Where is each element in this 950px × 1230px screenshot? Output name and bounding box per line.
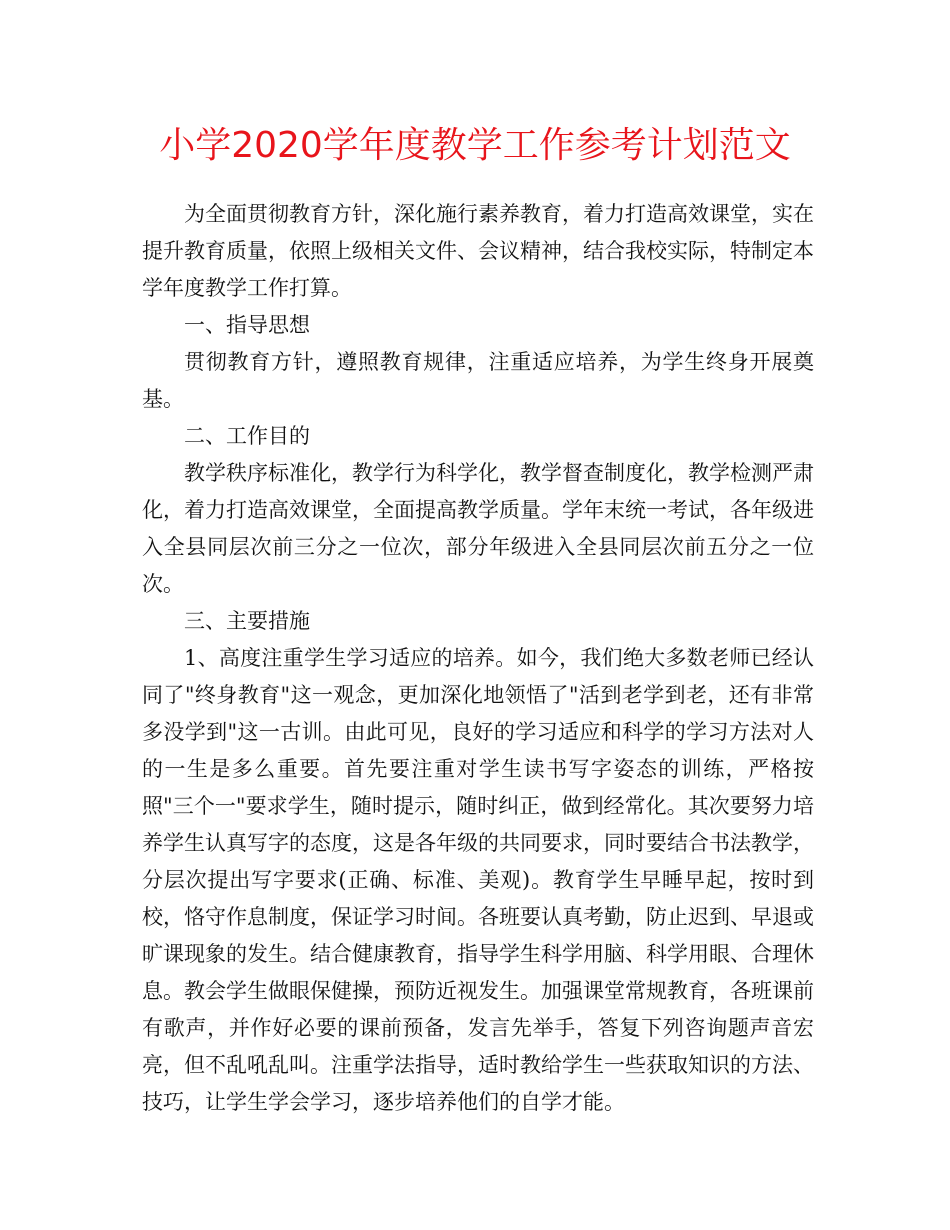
work-goals-paragraph: 教学秩序标准化，教学行为科学化，教学督查制度化，教学检测严肃化，着力打造高效课堂，全面提高教学质量。学年末统一考试，各年级进入全县同层次前三分之一位次，部分年级进入全县同层次前五分之一位次。 — [142, 461, 814, 596]
section-heading-work-goals: 二、工作目的 — [184, 424, 310, 448]
section-heading-main-measures: 三、主要措施 — [184, 609, 310, 633]
main-measures-paragraph-1: 1、高度注重学生学习适应的培养。如今，我们绝大多数老师已经认同了"终身教育"这一观念，更加深化地领悟了"活到老学到老，还有非常多没学到"这一古训。由此可见，良好的学习适应和科学的学习方法对人的一生是多么重要。首先要注重对学生读书写字姿态的训练，严格按照"三个一"要求学生，随时提示，随时纠正，做到经常化。其次要努力培养学生认真写字的态度，这是各年级的共同要求，同时要结合书法教学，分层次提出写字要求(正确、标准、美观)。教育学生早睡早起，按时到校，恪守作息制度，保证学习时间。各班要认真考勤，防止迟到、早退或旷课现象的发生。结合健康教育，指导学生科学用脑、科学用眼、合理休息。教会学生做眼保健操，预防近视发生。加强课堂常规教育，各班课前有歌声，并作好必要的课前预备，发言先举手，答复下列咨询题声音宏亮，但不乱吼乱叫。注重学法指导，适时教给学生一些获取知识的方法、技巧，让学生学会学习，逐步培养他们的自学才能。 — [142, 646, 814, 1114]
intro-paragraph: 为全面贯彻教育方针，深化施行素养教育，着力打造高效课堂，实在提升教育质量，依照上级相关文件、会议精神，结合我校实际，特制定本学年度教学工作打算。 — [142, 202, 814, 300]
section-heading-guiding-ideology: 一、指导思想 — [184, 313, 310, 337]
document-title: 小学2020学年度教学工作参考计划范文 — [159, 125, 791, 166]
document-body — [142, 196, 814, 1121]
guiding-ideology-paragraph: 贯彻教育方针，遵照教育规律，注重适应培养，为学生终身开展奠基。 — [142, 350, 814, 411]
